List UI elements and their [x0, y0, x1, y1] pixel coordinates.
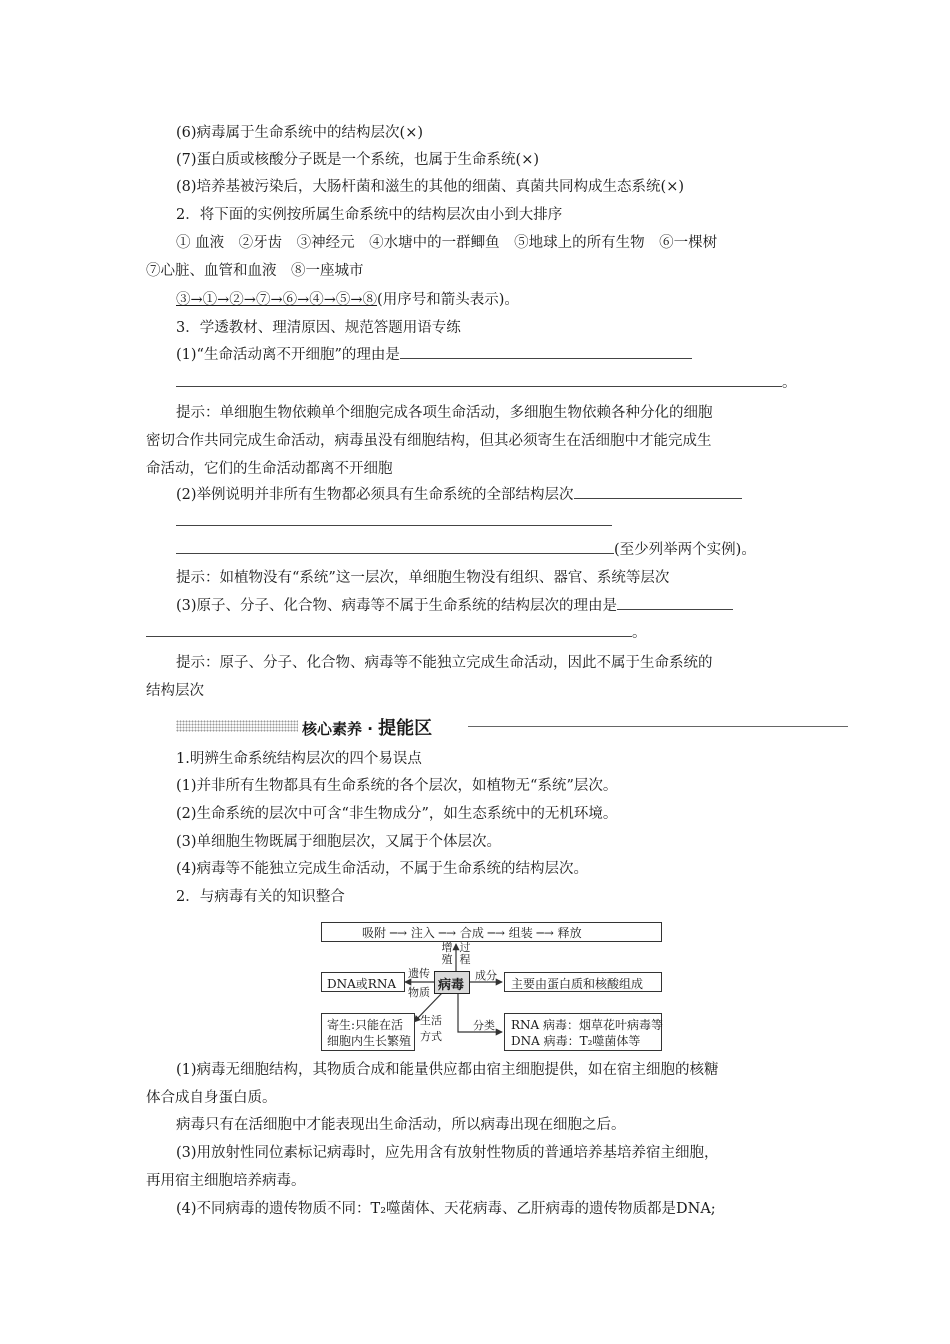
virus-center-box: [434, 971, 470, 994]
question-2-items: ① 血液 ②牙齿 ③神经元 ④水塘中的一群鲫鱼 ⑤地球上的所有生物 ⑥一棵树: [176, 235, 718, 251]
label-classification: 分类: [473, 1019, 495, 1032]
question-3-2-text: (2)举例说明并非所有生物都必须具有生命系统的全部结构层次: [176, 487, 574, 503]
answer-blank: [176, 370, 782, 387]
genetic-material-text: DNA或RNA: [327, 977, 396, 991]
question-3-3-text: (3)原子、分子、化合物、病毒等不属于生命系统的结构层次的理由是: [176, 598, 618, 614]
question-3-3-cont: [146, 620, 647, 646]
lifestyle-text-1: 寄生:只能在活: [327, 1018, 404, 1032]
statement-7: (7)蛋白质或核酸分子既是一个系统，也属于生命系统(×): [176, 152, 540, 168]
question-3-2-suffix: (至少列举两个实例)。: [614, 542, 756, 558]
classification-dna: DNA 病毒：T₂噬菌体等: [511, 1034, 641, 1048]
question-2-answer-suffix: (用序号和箭头表示)。: [377, 292, 519, 308]
process-box: [321, 922, 662, 942]
virus-label: 病毒: [438, 978, 465, 993]
banner-dot-pattern: [176, 720, 298, 732]
virus-point-1-line1: (1)病毒无细胞结构，其物质合成和能量供应都由宿主细胞提供，如在宿主细胞的核糖: [176, 1062, 719, 1078]
key-point-2: 2．与病毒有关的知识整合: [176, 889, 345, 905]
virus-point-4: (4)不同病毒的遗传物质不同：T₂噬菌体、天花病毒、乙肝病毒的遗传物质都是DNA;: [176, 1201, 716, 1217]
genetic-material-box: [321, 972, 405, 992]
key-point-1-4: (4)病毒等不能独立完成生命活动，不属于生命系统的结构层次。: [176, 861, 589, 877]
question-3-1-text: (1)“生命活动离不开细胞”的理由是: [176, 347, 400, 363]
question-2-answer-line: [176, 287, 519, 313]
hint-1-line1: 提示：单细胞生物依赖单个细胞完成各项生命活动，多细胞生物依赖各种分化的细胞: [176, 405, 713, 421]
key-point-1-1: (1)并非所有生物都具有生命系统的各个层次，如植物无“系统”层次。: [176, 778, 618, 794]
virus-point-3-line2: 再用宿主细胞培养病毒。: [146, 1173, 306, 1189]
label-life: 生活: [420, 1014, 442, 1027]
hint-1-line2: 密切合作共同完成生命活动，病毒虽没有细胞结构，但其必须寄生在活细胞中才能完成生: [146, 433, 712, 449]
section-title: [302, 714, 432, 740]
process-steps: 吸附 ─→ 注入 ─→ 合成 ─→ 组装 ─→ 释放: [362, 926, 582, 940]
hint-2: 提示：如植物没有“系统”这一层次，单细胞生物没有组织、器官、系统等层次: [176, 570, 670, 586]
period: 。: [782, 375, 797, 391]
answer-blank: [574, 482, 742, 499]
statement-8: (8)培养基被污染后，大肠杆菌和滋生的其他的细菌、真菌共同构成生态系统(×): [176, 179, 684, 195]
hint-1-line3: 命活动，它们的生命活动都离不开细胞: [146, 461, 393, 477]
answer-blank: [176, 537, 614, 554]
key-point-1-2: (2)生命系统的层次中可含“非生物成分”，如生态系统中的无机环境。: [176, 806, 618, 822]
label-genetic: 遗传: [408, 967, 430, 980]
virus-diagram: [318, 918, 664, 1054]
question-3-2-blank3: [176, 537, 756, 563]
banner-rule: [468, 726, 848, 727]
virus-point-2: 病毒只有在活细胞中才能表现出生命活动，所以病毒出现在细胞之后。: [176, 1117, 626, 1133]
section-banner: [176, 716, 848, 738]
section-title-small: 核心素养 ·: [302, 720, 379, 738]
question-3-2-blank2: [176, 509, 612, 535]
virus-point-3-line1: (3)用放射性同位素标记病毒时，应先用含有放射性物质的普通培养基培养宿主细胞，: [176, 1145, 719, 1161]
question-2-answer: ③→①→②→⑦→⑥→④→⑤→⑧: [176, 292, 378, 308]
question-3-3: [176, 593, 733, 619]
answer-blank: [176, 509, 612, 526]
classification-box: [504, 1013, 662, 1051]
answer-blank: [617, 593, 733, 610]
key-point-1: 1.明辨生命系统结构层次的四个易误点: [176, 751, 422, 767]
period: 。: [632, 625, 647, 641]
lifestyle-box: [321, 1013, 415, 1051]
lifestyle-text-2: 细胞内生长繁殖: [327, 1034, 412, 1048]
label-material: 物质: [408, 986, 430, 999]
question-3: 3．学透教材、理清原因、规范答题用语专练: [176, 320, 461, 336]
composition-box: [504, 972, 662, 992]
hint-3-line1: 提示：原子、分子、化合物、病毒等不能独立完成生命活动，因此不属于生命系统的: [176, 655, 713, 671]
question-3-2: [176, 482, 742, 508]
question-3-1-cont: [176, 370, 797, 396]
answer-blank: [146, 620, 632, 637]
hint-3-line2: 结构层次: [146, 683, 204, 699]
statement-6: (6)病毒属于生命系统中的结构层次(×): [176, 125, 424, 141]
label-composition: 成分: [475, 969, 497, 982]
label-process: 过程: [459, 941, 471, 966]
section-title-big: 提能区: [378, 718, 433, 739]
composition-text: 主要由蛋白质和核酸组成: [511, 977, 644, 991]
answer-blank: [400, 342, 692, 359]
label-proliferation: 增殖: [441, 941, 453, 966]
question-3-1: [176, 342, 692, 368]
key-point-1-3: (3)单细胞生物既属于细胞层次，又属于个体层次。: [176, 834, 502, 850]
virus-point-1-line2: 体合成自身蛋白质。: [146, 1090, 277, 1106]
label-mode: 方式: [420, 1030, 442, 1043]
question-2-items-cont: ⑦心脏、血管和血液 ⑧一座城市: [146, 263, 364, 279]
classification-rna: RNA 病毒：烟草花叶病毒等: [511, 1018, 664, 1032]
question-2: 2．将下面的实例按所属生命系统中的结构层次由小到大排序: [176, 207, 563, 223]
